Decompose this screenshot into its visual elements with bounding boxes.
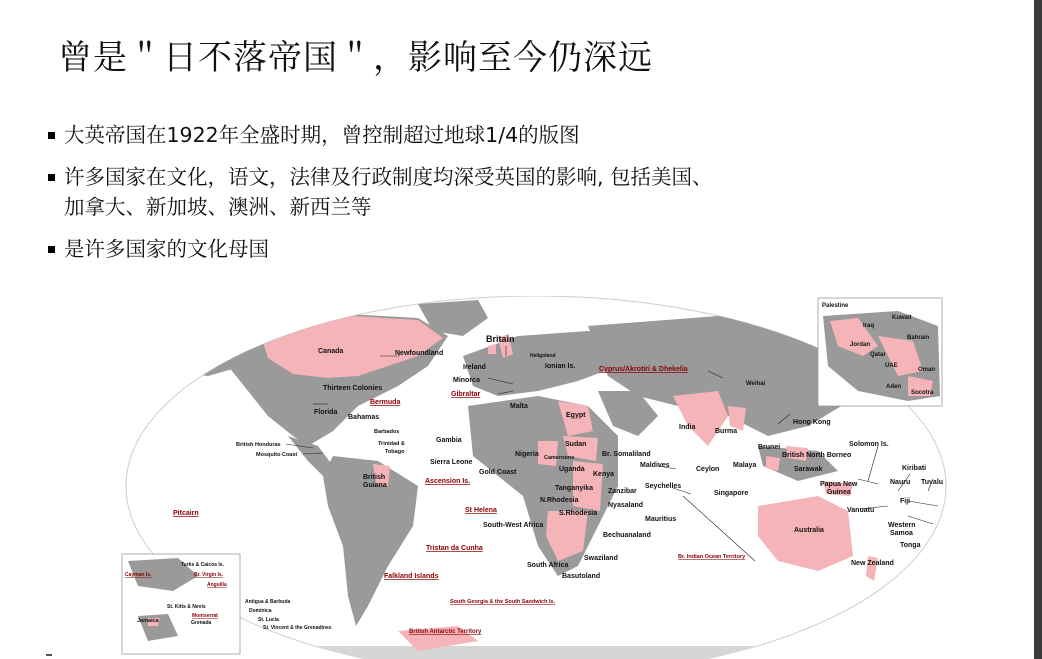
label-br-virgin: Br. Virgin Is. — [194, 572, 224, 578]
bullet-continuation — [48, 192, 948, 222]
label-cyprus: Cyprus/Akrotiri & Dhekelia — [599, 366, 688, 373]
label-ireland: Ireland — [463, 364, 486, 371]
label-british-guiana-1: British — [363, 474, 386, 481]
label-pitcairn: Pitcairn — [173, 510, 199, 517]
label-heligoland: Heligoland — [530, 353, 556, 359]
label-barbados: Barbados — [374, 429, 400, 435]
label-grenada: Grenada — [191, 620, 212, 626]
label-burma: Burma — [715, 428, 738, 435]
label-mauritius: Mauritius — [645, 516, 677, 523]
bullet-text: 是许多国家的文化母国 — [64, 237, 269, 261]
label-st-kitts: St. Kitts & Nevis — [167, 604, 206, 610]
label-iraq: Iraq — [863, 323, 875, 329]
label-biot: Br. Indian Ocean Territory — [678, 554, 746, 560]
label-tristan: Tristan da Cunha — [426, 545, 483, 552]
label-st-lucia: St. Lucia — [258, 617, 279, 623]
bullet-text: 许多国家在文化，语文，法律及行政制度均深受英国的影响, 包括美国、 — [64, 165, 713, 189]
label-nigeria: Nigeria — [515, 451, 539, 458]
slide-corner-mark — [46, 654, 52, 656]
label-ceylon: Ceylon — [696, 466, 720, 473]
label-hong-kong: Hong Kong — [793, 419, 831, 426]
label-sarawak: Sarawak — [794, 466, 823, 473]
map-svg — [118, 296, 954, 659]
label-jamaica: Jamaica — [137, 618, 159, 624]
label-solomon: Solomon Is. — [849, 441, 889, 448]
label-seychelles: Seychelles — [645, 483, 682, 490]
label-falkland: Falkland Islands — [384, 573, 439, 580]
bullet-item — [48, 234, 948, 264]
label-st-vincent: St. Vincent & the Grenadines — [263, 625, 332, 631]
bullet-square-icon — [48, 246, 55, 253]
label-malta: Malta — [510, 403, 528, 410]
label-tuvalu: Tuvalu — [921, 479, 944, 486]
label-uae: UAE — [885, 363, 898, 369]
scrollbar[interactable] — [1034, 0, 1042, 659]
label-ionian: Ionian Is. — [545, 363, 576, 370]
label-tobago: Tobago — [385, 449, 405, 455]
label-fiji: Fiji — [900, 498, 911, 505]
label-maldives: Maldives — [640, 462, 670, 469]
label-thirteen-colonies: Thirteen Colonies — [323, 385, 383, 392]
label-socotra: Socotra — [911, 390, 934, 396]
label-british-guiana-2: Guiana — [363, 482, 387, 489]
label-dominica: Dominica — [249, 608, 272, 614]
bullet-text: 大英帝国在1922年全盛时期，曾控制超过地球1/4的版图 — [64, 123, 580, 147]
label-gibraltar: Gibraltar — [451, 391, 481, 398]
label-florida: Florida — [314, 409, 338, 416]
label-newfoundland: Newfoundland — [395, 350, 444, 357]
label-weihai: Weihai — [746, 381, 766, 387]
label-anguilla: Anguilla — [207, 582, 227, 588]
label-new-zealand: New Zealand — [851, 560, 894, 567]
land-antarctica — [218, 646, 878, 659]
label-nyasaland: Nyasaland — [608, 502, 644, 509]
label-kenya: Kenya — [593, 471, 615, 478]
label-aden: Aden — [886, 384, 901, 390]
label-papua-2: Guinea — [827, 489, 851, 496]
label-trinidad: Trinidad & — [378, 441, 405, 447]
label-western-samoa-2: Samoa — [890, 530, 913, 537]
label-singapore: Singapore — [714, 490, 749, 497]
label-bermuda: Bermuda — [370, 399, 401, 406]
label-egypt: Egypt — [566, 412, 586, 419]
label-turks-caicos: Turks & Caicos Is. — [181, 562, 224, 568]
label-oman: Oman — [918, 367, 936, 373]
slide-title: 曾是＂日不落帝国＂，影响至今仍深远 — [58, 38, 653, 78]
label-western-samoa-1: Western — [888, 522, 916, 529]
label-swaziland: Swaziland — [584, 555, 618, 562]
label-kiribati: Kiribati — [902, 465, 927, 472]
label-british-north-borneo: British North Borneo — [782, 452, 852, 459]
label-palestine: Palestine — [822, 303, 849, 309]
label-vanuatu: Vanuatu — [847, 507, 875, 514]
label-british-honduras: British Honduras — [236, 442, 281, 448]
label-britain: Britain — [486, 334, 515, 344]
label-antigua: Antigua & Barbuda — [245, 599, 291, 605]
label-nauru: Nauru — [890, 479, 911, 486]
label-montserrat: Montserrat — [192, 613, 218, 619]
bullet-text: 加拿大、新加坡、澳洲、新西兰等 — [64, 195, 372, 219]
label-sudan: Sudan — [565, 441, 587, 448]
label-uganda: Uganda — [559, 466, 585, 473]
label-south-africa: South Africa — [527, 562, 569, 569]
label-ascension: Ascension Is. — [425, 478, 471, 485]
label-st-helena: St Helena — [465, 507, 497, 514]
label-tanganyika: Tanganyika — [555, 485, 593, 492]
label-antarctic: British Antarctic Territory — [409, 629, 482, 635]
label-bahamas: Bahamas — [348, 414, 380, 421]
british-empire-map — [118, 296, 954, 659]
label-brunei: Brunei — [758, 444, 781, 451]
label-gambia: Gambia — [436, 437, 462, 444]
label-sierra-leone: Sierra Leone — [430, 459, 473, 466]
bullet-item — [48, 162, 948, 192]
label-jordan: Jordan — [850, 342, 871, 348]
label-tonga: Tonga — [900, 542, 921, 549]
bullet-list — [48, 120, 948, 276]
label-bahrain: Bahrain — [907, 335, 930, 341]
label-papua-1: Papua New — [820, 481, 858, 488]
empire-nigeria — [538, 441, 558, 466]
label-basutoland: Basutoland — [562, 573, 601, 580]
label-bechuanaland: Bechuanaland — [603, 532, 651, 539]
bullet-item — [48, 120, 948, 150]
label-australia: Australia — [794, 527, 824, 534]
label-cameroons: Cameroons — [544, 455, 575, 461]
label-br-somaliland: Br. Somaliland — [602, 451, 651, 458]
label-gold-coast: Gold Coast — [479, 469, 517, 476]
bullet-square-icon — [48, 132, 55, 139]
label-kuwait: Kuwait — [892, 315, 912, 321]
label-mosquito-coast: Mosquito Coast — [256, 452, 298, 458]
label-n-rhodesia: N.Rhodesia — [540, 497, 579, 504]
bullet-square-icon — [48, 174, 55, 181]
label-malaya: Malaya — [733, 462, 757, 469]
label-minorca: Minorca — [453, 377, 480, 384]
label-qatar: Qatar — [870, 352, 886, 358]
label-canada: Canada — [318, 348, 344, 355]
label-india: India — [679, 424, 696, 431]
label-south-west-africa: South-West Africa — [483, 522, 544, 529]
label-s-rhodesia: S.Rhodesia — [559, 510, 598, 517]
label-zanzibar: Zanzibar — [608, 488, 637, 495]
label-south-georgia: South Georgia & the South Sandwich Is. — [450, 599, 556, 605]
label-cayman: Cayman Is. — [125, 572, 152, 578]
